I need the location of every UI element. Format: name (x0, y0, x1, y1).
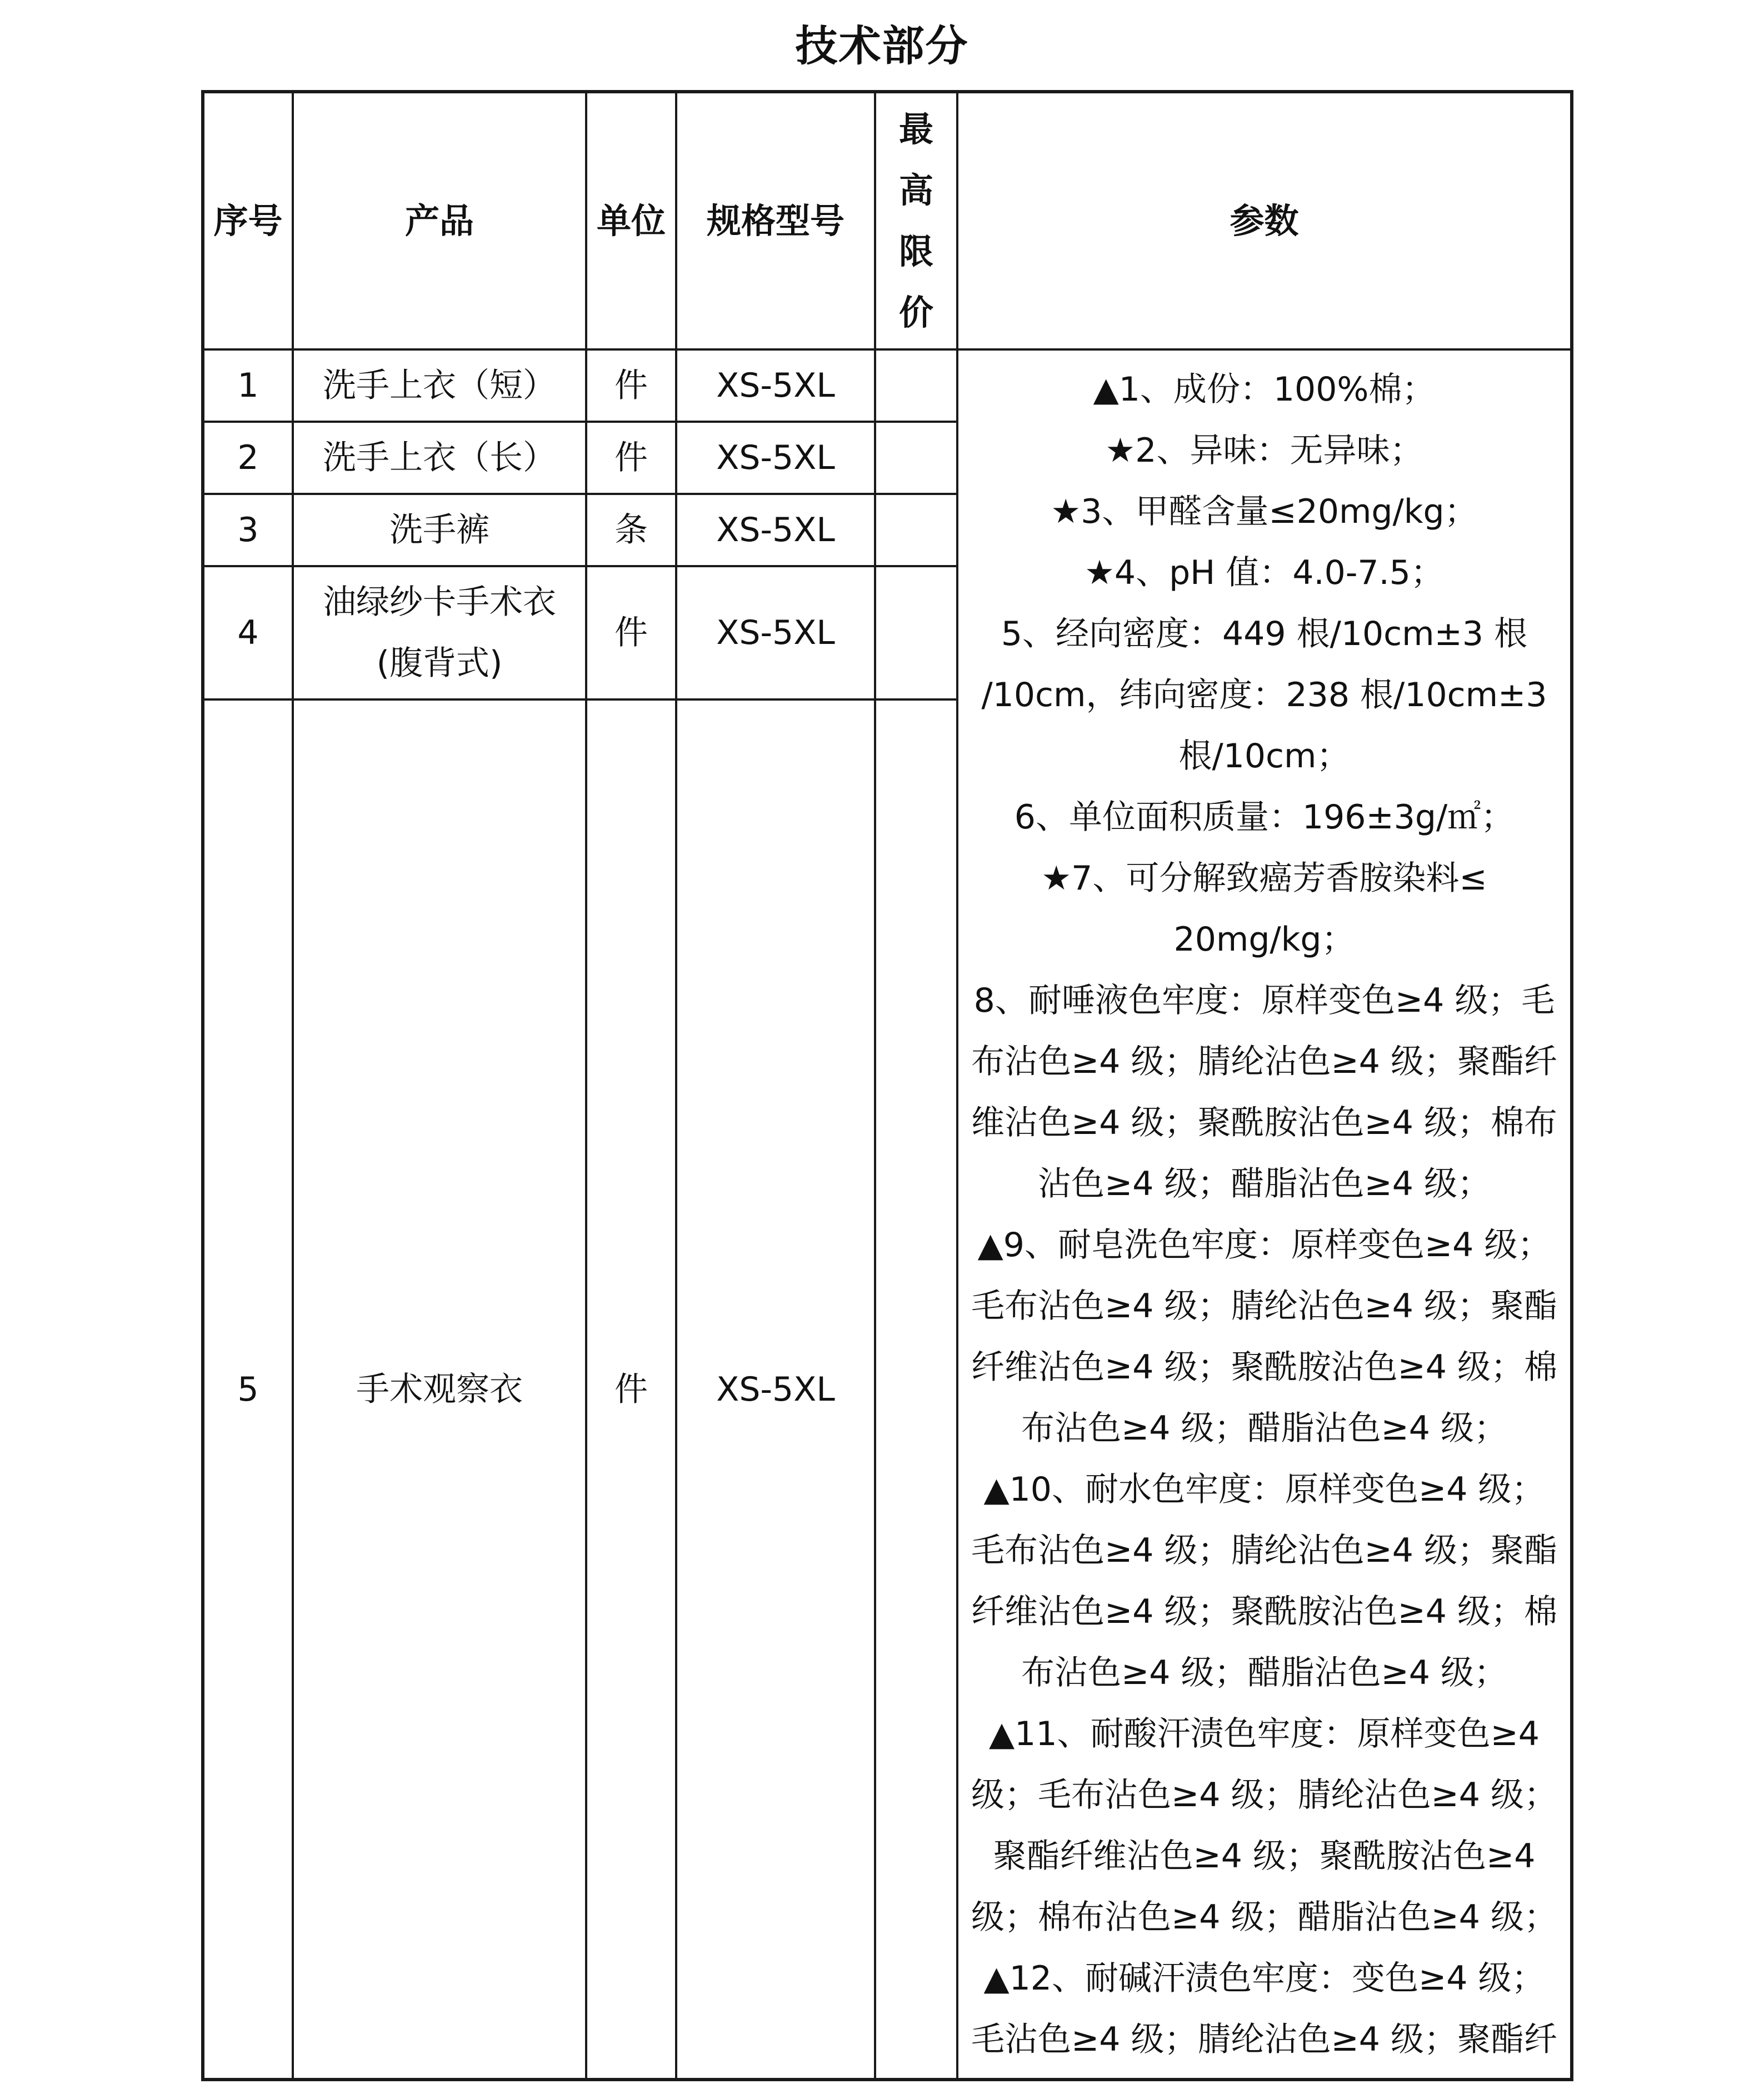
param-line: 6、单位面积质量：196±3g/㎡； (1014, 797, 1515, 837)
row-unit: 条 (586, 494, 676, 566)
param-line: ★3、甲醛含量≤20mg/kg； (1051, 492, 1478, 531)
param-line: ▲12、耐碱汗渍色牢度：变色≥4 级； (983, 1958, 1545, 1998)
header-max-price-char: 最 (898, 108, 933, 149)
param-line: 纤维沾色≥4 级；聚酰胺沾色≥4 级；棉 (971, 1592, 1558, 1631)
param-line: 布沾色≥4 级；腈纶沾色≥4 级；聚酯纤 (971, 1042, 1558, 1081)
param-line: 布沾色≥4 级；醋脂沾色≥4 级； (1021, 1408, 1508, 1448)
header-max-price-char: 限 (898, 231, 933, 272)
row-product: 洗手上衣（短） (293, 349, 586, 422)
param-line: ★4、pH 值：4.0-7.5； (1085, 553, 1444, 592)
row-max-price (875, 494, 957, 566)
row-spec: XS-5XL (676, 422, 875, 494)
header-product: 产品 (293, 92, 586, 349)
header-seq: 序号 (203, 92, 293, 349)
param-line: 聚酯纤维沾色≥4 级；聚酰胺沾色≥4 (993, 1836, 1536, 1876)
header-max-price-char: 价 (898, 292, 933, 333)
row-max-price (875, 349, 957, 422)
row-seq: 4 (203, 566, 293, 699)
row-seq: 3 (203, 494, 293, 566)
header-spec: 规格型号 (676, 92, 875, 349)
technical-spec-table (201, 90, 1573, 2081)
param-line: 级；棉布沾色≥4 级；醋脂沾色≥4 级； (971, 1897, 1558, 1937)
row-product: 洗手裤 (293, 494, 586, 566)
param-line: 纤维沾色≥4 级；聚酰胺沾色≥4 级；棉 (971, 1347, 1558, 1387)
param-line: ▲11、耐酸汗渍色牢度：原样变色≥4 (989, 1714, 1540, 1753)
row-product: 洗手上衣（长） (293, 422, 586, 494)
row-seq: 2 (203, 422, 293, 494)
param-line: 维沾色≥4 级；聚酰胺沾色≥4 级；棉布 (971, 1103, 1558, 1142)
row-spec: XS-5XL (676, 349, 875, 422)
row-product-line: 油绿纱卡手术衣 (323, 583, 556, 622)
row-spec: XS-5XL (676, 494, 875, 566)
row-seq: 1 (203, 349, 293, 422)
param-line: ▲10、耐水色牢度：原样变色≥4 级； (983, 1470, 1545, 1509)
param-line: 根/10cm； (1178, 736, 1350, 776)
table-row (203, 349, 1572, 422)
row-max-price (875, 699, 957, 2080)
param-line: /10cm，纬向密度：238 根/10cm±3 (981, 675, 1547, 714)
row-spec: XS-5XL (676, 566, 875, 699)
header-max-price (875, 92, 957, 349)
param-line: 毛布沾色≥4 级；腈纶沾色≥4 级；聚酯 (971, 1531, 1558, 1570)
param-line: 8、耐唾液色牢度：原样变色≥4 级；毛 (973, 981, 1555, 1020)
header-unit: 单位 (586, 92, 676, 349)
params-cell (957, 349, 1572, 2080)
row-unit: 件 (586, 566, 676, 699)
page-title: 技术部分 (795, 21, 969, 71)
param-line: 布沾色≥4 级；醋脂沾色≥4 级； (1021, 1653, 1508, 1692)
row-product-line: (腹背式) (376, 644, 503, 683)
row-unit: 件 (586, 349, 676, 422)
param-line: ★7、可分解致癌芳香胺染料≤ (1041, 858, 1487, 898)
param-line: 沾色≥4 级；醋脂沾色≥4 级； (1037, 1164, 1491, 1203)
row-spec: XS-5XL (676, 699, 875, 2080)
params-list (958, 359, 1570, 2070)
param-line: ▲9、耐皂洗色牢度：原样变色≥4 级； (977, 1225, 1551, 1265)
row-product: 手术观察衣 (293, 699, 586, 2080)
row-unit: 件 (586, 699, 676, 2080)
param-line: 毛沾色≥4 级；腈纶沾色≥4 级；聚酯纤 (971, 2020, 1558, 2059)
row-seq: 5 (203, 699, 293, 2080)
param-line: ▲1、成份：100%棉； (1093, 369, 1436, 409)
header-row (203, 92, 1572, 349)
header-max-price-char: 高 (898, 169, 933, 211)
row-max-price (875, 566, 957, 699)
param-line: 级；毛布沾色≥4 级；腈纶沾色≥4 级； (971, 1775, 1558, 1815)
header-params: 参数 (957, 92, 1572, 349)
param-line: ★2、异味：无异味； (1105, 431, 1423, 470)
row-product (293, 566, 586, 699)
param-line: 毛布沾色≥4 级；腈纶沾色≥4 级；聚酯 (971, 1286, 1558, 1326)
row-max-price (875, 422, 957, 494)
row-unit: 件 (586, 422, 676, 494)
param-line: 5、经向密度：449 根/10cm±3 根 (1001, 614, 1528, 653)
param-line: 20mg/kg； (1173, 919, 1355, 959)
